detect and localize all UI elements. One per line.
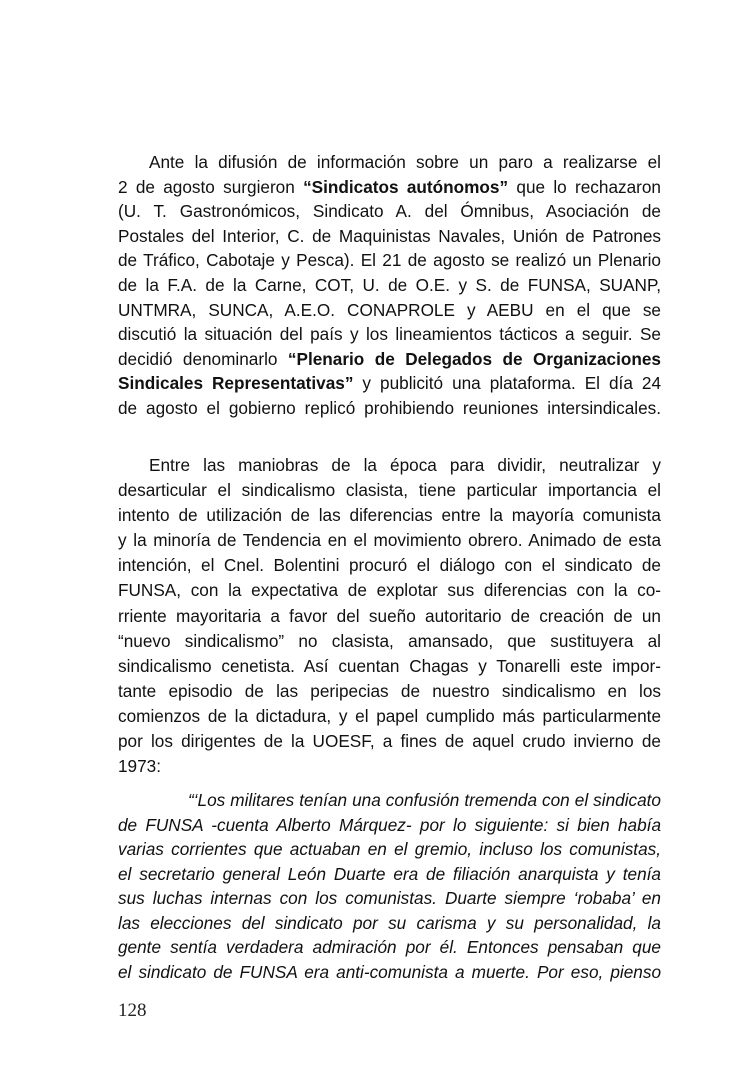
- text-line: [118, 679, 661, 704]
- text-line: [118, 788, 661, 813]
- text-span: las elecciones del sindicato por su carisma y su personalidad, la: [118, 912, 661, 933]
- text-line: [118, 629, 661, 654]
- text-span: FUNSA, con la expectativa de explotar sus diferencias con la co-: [118, 580, 661, 601]
- text-span: por los dirigentes de la UOESF, a fines de aquel crudo invierno de: [118, 731, 661, 752]
- text-line: [118, 813, 661, 838]
- text-line: [118, 347, 661, 372]
- text-line: [118, 578, 661, 603]
- text-span: el secretario general León Duarte era de filiación anarquista y tenía: [118, 863, 661, 884]
- paragraph-maniobras: [118, 453, 661, 779]
- text-line: [118, 248, 661, 273]
- text-span: el sindicato de FUNSA era anti-comunista a muerte. Por eso, pienso: [118, 961, 661, 982]
- text-span: varias corrientes que actuaban en el gremio, incluso los comunistas,: [118, 839, 661, 859]
- text-span: de FUNSA -cuenta Alberto Márquez- por lo siguiente: si bien había: [118, 814, 661, 835]
- text-line: [118, 604, 661, 629]
- text-span: decidió denominarlo: [118, 348, 288, 369]
- text-line: [118, 453, 661, 478]
- text-line: [118, 960, 661, 985]
- text-span: de la F.A. de la Carne, COT, U. de O.E. y S. de FUNSA, SUANP,: [118, 274, 661, 295]
- text-span: gente sentía verdadera admiración por él. Entonces pensaban que: [118, 937, 661, 957]
- text-line: [118, 503, 661, 528]
- text-span: “nuevo sindicalismo” no clasista, amansado, que sustituyera al: [118, 630, 661, 651]
- text-line: [118, 322, 661, 347]
- text-line: [118, 911, 661, 936]
- text-line: [118, 704, 661, 729]
- text-line: [118, 150, 661, 175]
- text-span: sindicalismo cenetista. Así cuentan Chagas y Tonarelli este impor-: [118, 655, 661, 676]
- text-line: [118, 729, 661, 754]
- text-line: [118, 175, 661, 200]
- text-span: que lo rechazaron: [508, 176, 661, 197]
- text-line: [118, 886, 661, 911]
- text-line: [118, 754, 661, 779]
- text-span: comienzos de la dictadura, y el papel cumplido más particularmente: [118, 705, 661, 726]
- text-span: Postales del Interior, C. de Maquinistas Navales, Unión de Patrones: [118, 225, 661, 246]
- quote-alberto-marquez: [118, 788, 661, 984]
- text-line: [118, 371, 661, 396]
- text-line: [118, 553, 661, 578]
- text-span: tante episodio de las peripecias de nuestro sindicalismo en los: [118, 680, 661, 701]
- text-span: Ante la difusión de información sobre un paro a realizarse el: [149, 152, 661, 172]
- text-line: [118, 478, 661, 503]
- text-span: sus luchas internas con los comunistas. Duarte siempre ‘robaba’ en: [118, 888, 661, 908]
- text-line: [118, 528, 661, 553]
- text-line: [118, 935, 661, 960]
- text-line: [118, 273, 661, 298]
- text-span: y la minoría de Tendencia en el movimiento obrero. Animado de esta: [118, 530, 661, 551]
- text-line: [118, 862, 661, 887]
- text-span: intención, el Cnel. Bolentini procuró el diálogo con el sindicato de: [118, 555, 661, 576]
- bold-text: “Sindicatos autónomos”: [303, 176, 509, 197]
- text-span: 1973:: [118, 756, 162, 777]
- text-line: [118, 298, 661, 323]
- bold-text: “Plenario de Delegados de Organizaciones: [287, 348, 661, 369]
- bold-text: Sindicales Representativas”: [118, 373, 354, 394]
- text-span: (U. T. Gastronómicos, Sindicato A. del Ómnibus, Asociación de: [118, 201, 661, 222]
- text-span: “‘Los militares tenían una confusión tremenda con el sindicato: [188, 790, 661, 810]
- text-span: intento de utilización de las diferencias entre la mayoría comunista: [118, 505, 661, 526]
- text-line: [118, 396, 661, 421]
- text-span: 2 de agosto surgieron: [118, 176, 304, 197]
- text-span: desarticular el sindicalismo clasista, tiene particular importancia el: [118, 480, 661, 501]
- text-line: [118, 199, 661, 224]
- text-span: de agosto el gobierno replicó prohibiendo reuniones intersindicales.: [118, 397, 661, 418]
- text-line: [118, 837, 661, 862]
- text-span: UNTMRA, SUNCA, A.E.O. CONAPROLE y AEBU en el que se: [118, 299, 661, 320]
- page-number: 128: [118, 1000, 147, 1021]
- paragraph-agosto-sindicatos: [118, 150, 661, 421]
- text-span: rriente mayoritaria a favor del sueño autoritario de creación de un: [118, 605, 661, 626]
- text-span: Entre las maniobras de la época para dividir, neutralizar y: [149, 455, 661, 475]
- text-span: de Tráfico, Cabotaje y Pesca). El 21 de agosto se realizó un Plenario: [118, 250, 661, 271]
- text-span: y publicitó una plataforma. El día 24: [353, 373, 662, 394]
- text-span: discutió la situación del país y los lineamientos tácticos a seguir. Se: [118, 324, 661, 345]
- text-line: [118, 654, 661, 679]
- text-line: [118, 224, 661, 249]
